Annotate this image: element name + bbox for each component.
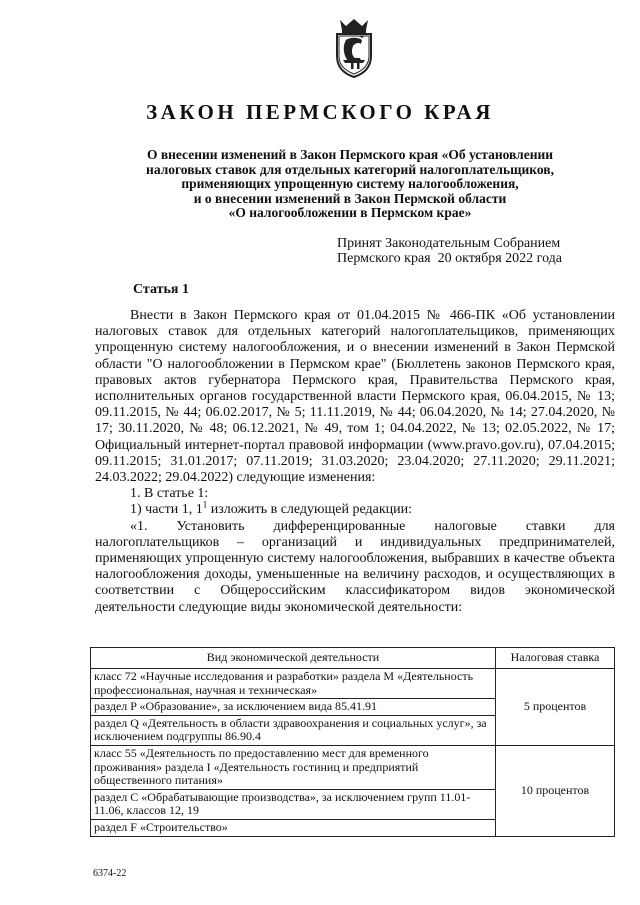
activity-cell: раздел C «Обрабатывающие производства», за исключением групп 11.01-11.06, классов 12, 19 — [91, 789, 496, 819]
subtitle-line: «О налогообложении в Пермском крае» — [228, 205, 472, 221]
subtitle-line: и о внесении изменений в Закон Пермской области — [193, 190, 507, 206]
column-header-activity: Вид экономической деятельности — [91, 648, 496, 669]
paragraph-text: 1) части 1, 1 — [130, 502, 203, 518]
paragraph: Внести в Закон Пермского края от 01.04.2015 № 466-ПК «Об установлении налоговых ставок для отдельных категорий налогоплательщиков, применяющих упрощенную систему налогообложения, и о внесении изменений в Закон Пермской области "О налогообложении в Пермском крае" (Бюллетень законов Пермского края, правовых актов губернатора Пермского края, Правительства Пермского края, исполнительных органов государственной власти Пермского края, 06.04.2015, № 13; 09.11.2015, № 44; 06.02.2017, № 5; 11.11.2019, № 44; 06.04.2020, № 14; 27.04.2020, № 17; 30.11.2020, № 48; 06.12.2021, № 49, том 1; 04.04.2022, № 13; 02.05.2022, № 17; Официальный интернет-портал правовой информации (www.pravo.gov.ru), 07.04.2015; 09.11.2015; 31.01.2017; 07.11.2019; 31.03.2020; 23.04.2020; 27.11.2020; 29.11.2021; 24.03.2022; 29.04.2022) следующие изменения: — [95, 308, 615, 486]
adoption-line: Пермского края 20 октября 2022 года — [337, 251, 563, 266]
document-code: 6374-22 — [93, 868, 127, 879]
adoption-line: Принят Законодательным Собранием — [337, 236, 561, 251]
table-row — [91, 745, 615, 789]
rate-cell: 10 процентов — [496, 745, 615, 836]
activity-cell: раздел Q «Деятельность в области здравоохранения и социальных услуг», за исключением подгруппы 86.90.4 — [91, 715, 496, 745]
rate-cell: 5 процентов — [496, 669, 615, 746]
table-header-row — [91, 648, 615, 669]
law-subtitle — [90, 148, 610, 221]
subtitle-line: применяющих упрощенную систему налогообложения, — [181, 176, 519, 192]
paragraph-text: изложить в следующей редакции: — [207, 502, 413, 518]
superscript: 1 — [202, 499, 208, 510]
perm-krai-emblem — [329, 16, 379, 78]
table-row — [91, 669, 615, 699]
article-body — [95, 308, 615, 616]
tax-rate-table — [90, 647, 615, 837]
column-header-rate: Налоговая ставка — [496, 648, 615, 669]
paragraph: «1. Установить дифференцированные налоговые ставки для налогоплательщиков – организаций и индивидуальных предпринимателей, применяющих упрощенную систему налогообложения, выбравших в качестве объекта налогообложения доходы, уменьшенные на величину расходов, и осуществляющих в соответствии с Общероссийским классификатором видов экономической деятельности следующие виды экономической деятельности: — [95, 518, 615, 615]
subtitle-line: О внесении изменений в Закон Пермского края «Об установлении — [146, 147, 554, 162]
activity-cell: класс 72 «Научные исследования и разработки» раздела M «Деятельность профессиональная, научная и техническая» — [91, 669, 496, 699]
subtitle-line: налоговых ставок для отдельных категорий налогоплательщиков, — [146, 161, 554, 177]
activity-cell: раздел F «Строительство» — [91, 819, 496, 836]
activity-cell: раздел P «Образование», за исключением вида 85.41.91 — [91, 699, 496, 716]
activity-cell: класс 55 «Деятельность по предоставлению мест для временного проживания» раздела I «Деятельность гостиниц и предприятий общественного питания» — [91, 745, 496, 789]
paragraph — [95, 499, 615, 518]
paragraph: 1. В статье 1: — [130, 486, 209, 502]
adoption-note — [337, 236, 562, 266]
law-title: ЗАКОН ПЕРМСКОГО КРАЯ — [146, 100, 494, 124]
article-heading: Статья 1 — [133, 282, 189, 297]
